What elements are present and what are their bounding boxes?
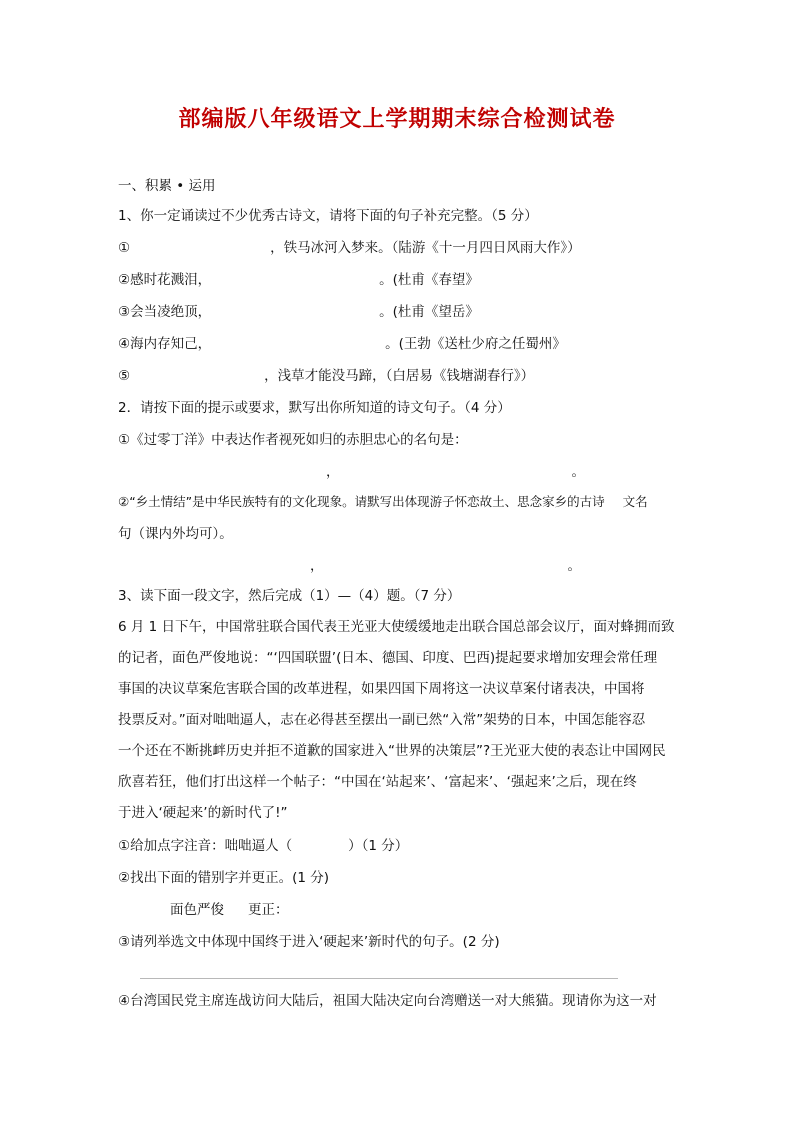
q2-item-2-line-1: [118, 492, 648, 512]
item-number: ③: [118, 304, 131, 320]
item-text: 感时花溅泪，: [130, 272, 212, 288]
q2-item-1-blank: [118, 462, 585, 482]
passage-line: 投票反对。”面对咄咄逼人，志在必得甚至摆出一副已然“入常”架势的日本，中国怎能容忍: [118, 712, 646, 728]
passage-line: 欣喜若狂，他们打出这样一个帖子：“中国在‘站起来’、‘富起来’、‘强起来’之后，现在终: [118, 774, 637, 790]
item-source: 。(杜甫《望岳》: [379, 304, 479, 320]
q3-sub-4: ④台湾国民党主席连战访问大陆后，祖国大陆决定向台湾赠送一对大熊猫。现请你为这一对: [118, 993, 657, 1009]
q2-item-2-line-2: 句（课内外均可）。: [118, 526, 233, 542]
item-source: 。(杜甫《春望》: [379, 272, 479, 288]
question-1-prompt: 1、你一定诵读过不少优秀古诗文，请将下面的句子补充完整。（5 分）: [118, 208, 538, 224]
blank-period: 。: [571, 464, 585, 480]
passage-line: 于进入‘硬起来’的新时代了!”: [118, 805, 288, 821]
item-text: 会当凌绝顶，: [130, 304, 212, 320]
q1-item-4: [118, 334, 566, 354]
q3-sub-2: ②找出下面的错别字并更正。(1 分): [118, 870, 330, 886]
item-text: 海内存知己，: [130, 336, 212, 352]
passage-line: 的记者，面色严俊地说：“‘四国联盟’(日本、德国、印度、巴西)提起要求增加安理会常任理: [118, 650, 658, 666]
item-text: ，浅草才能没马蹄，（白居易《钱塘湖春行》）: [264, 368, 535, 384]
section-heading: 一、积累 • 运用: [118, 178, 216, 194]
answer-line[interactable]: [140, 978, 618, 979]
passage-line: 6 月 1 日下午，中国常驻联合国代表王光亚大使缓缓地走出联合国总部会议厅，面对蜂拥而致: [118, 619, 675, 635]
question-2-prompt: 2．请按下面的提示或要求，默写出你所知道的诗文句子。（4 分）: [118, 400, 511, 416]
page-title: 部编版八年级语文上学期期末综合检测试卷: [178, 106, 616, 132]
item-text: ，铁马冰河入梦来。（陆游《十一月四日风雨大作》）: [270, 240, 581, 256]
item-text: ①给加点字注音：咄咄逼人（: [118, 838, 293, 854]
blank-period: 。: [567, 558, 581, 574]
q1-item-5: [118, 366, 534, 386]
item-text: ）（1 分）: [348, 838, 409, 854]
item-number: ②: [118, 272, 131, 288]
q2-item-1: ①《过零丁洋》中表达作者视死如归的赤胆忠心的名句是：: [118, 432, 468, 448]
item-number: ④: [118, 336, 131, 352]
item-source: 。(王勃《送杜少府之任蜀州》: [385, 336, 566, 352]
passage-line: 事国的决议草案危害联合国的改革进程，如果四国下周将这一决议草案付诸表决，中国将: [118, 681, 645, 697]
item-text: ②“乡土情结”是中华民族特有的文化现象。请默写出体现游子怀恋故土、思念家乡的古诗: [118, 494, 605, 509]
item-number: ①: [118, 240, 131, 256]
passage-line: 一个还在不断挑衅历史并拒不道歉的国家进入“世界的决策层”?王光亚大使的表态让中国网民: [118, 743, 666, 759]
q2-item-2-blank: [118, 556, 581, 576]
blank-comma: ，: [310, 558, 324, 574]
error-word: 面色严俊: [170, 902, 224, 918]
q3-sub-2-answer: [170, 900, 289, 920]
item-text-tail: 文名: [622, 494, 648, 509]
question-3-prompt: 3、读下面一段文字，然后完成（1）—（4）题。（7 分）: [118, 588, 461, 604]
q1-item-2: [118, 270, 479, 290]
q1-item-3: [118, 302, 479, 322]
correction-label: 更正：: [248, 902, 289, 918]
item-number: ⑤: [118, 368, 131, 384]
q3-sub-1: [118, 836, 408, 856]
q3-sub-3: ③请列举选文中体现中国终于进入‘硬起来’新时代的句子。(2 分): [118, 934, 500, 950]
q1-item-1: [118, 238, 581, 258]
blank-comma: ，: [326, 464, 340, 480]
